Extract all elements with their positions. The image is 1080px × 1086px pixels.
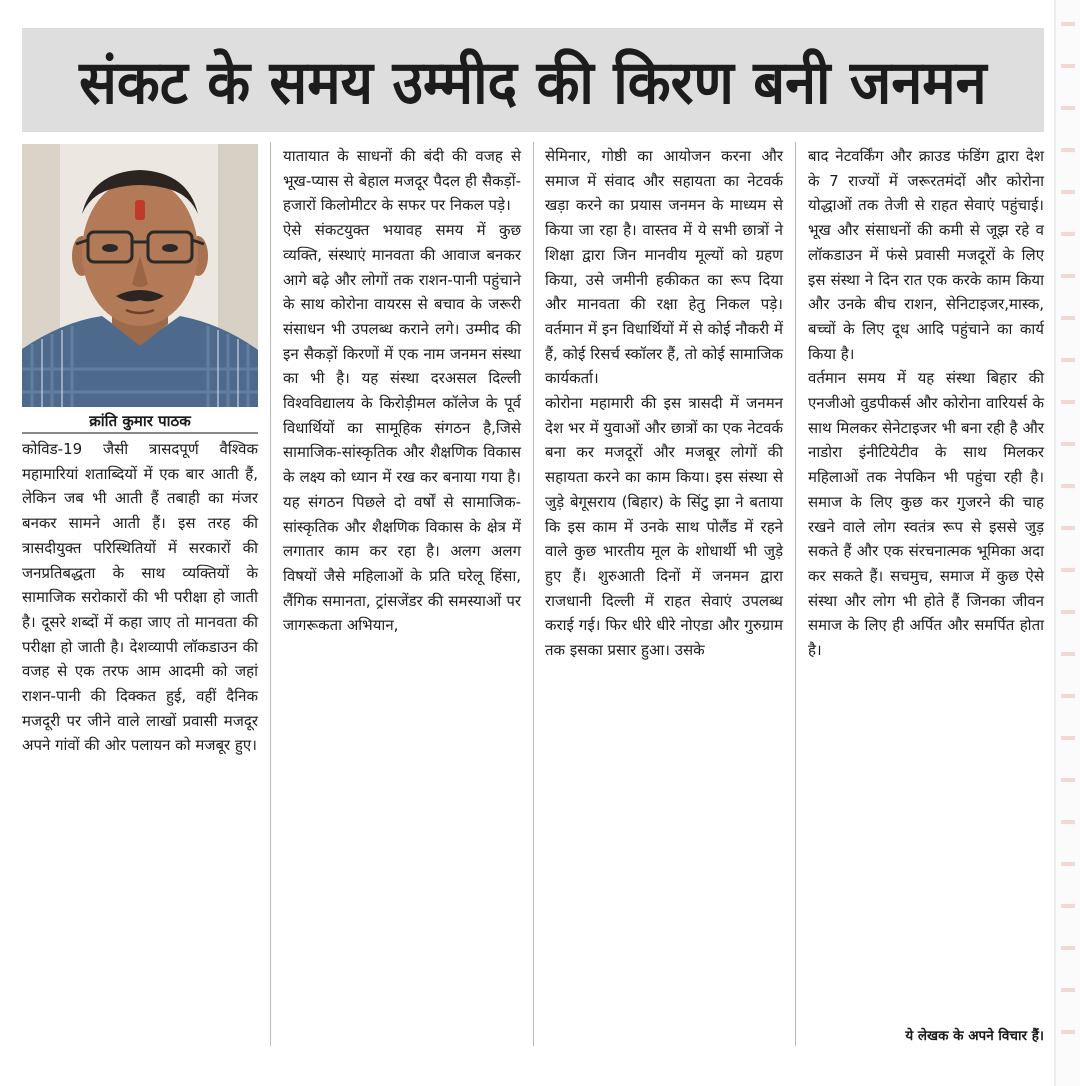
article-paragraph: कोरोना महामारी की इस त्रासदी में जनमन देश भर में युवाओं और छात्रों का एक नेटवर्क बना कर मजदूरों और मजबूर लोगों की सहायता करने का काम किया। इस संस्था से जुड़े बेगूसराय (बिहार) के सिंटु झा ने बताया कि इस काम में उनके साथ पोलैंड में रहने वाले कुछ भारतीय मूल के शोधार्थी भी जुड़े हुए हैं। शुरुआती दिनों में जनमन द्वारा राजधानी दिल्ली में राहत सेवाएं उपलब्ध कराई गई। फिर धीरे धीरे नोएडा और गुरुग्राम तक इसका प्रसार हुआ। उसके <box>545 394 783 660</box>
article-column-4 <box>808 144 1044 663</box>
article-paragraph: बाद नेटवर्किंग और क्राउड फंडिंग द्वारा देश के 7 राज्यों में जरूरतमंदों और कोरोना योद्धाओं तक तेजी से राहत सेवाएं पहुंचाई।भूख और संसाधनों की कमी से जूझ रहे व लॉकडाउन में फंसे प्रवासी मजदूरों के लिए इस संस्था ने दिन रात एक करके काम किया और उनके बीच राशन, सेनिटाइजर,मास्क, बच्चों के लिए दूध आदि पहुंचाने का कार्य किया है। <box>808 147 1044 363</box>
author-portrait-image <box>22 144 258 407</box>
article-paragraph: वर्तमान समय में यह संस्था बिहार की एनजीओ वुडपीकर्स और कोरोना वारियर्स के साथ मिलकर सेनेटाइजर भी बना रही है और नाडोरा इंनीटियेटीव के साथ मिलकर महिलाओं तक नेपकिन भी पहुंचा रही है। समाज के लिए कुछ कर गुजरने की चाह रखने वाले लोग स्वतंत्र रूप से इससे जुड़ सकते हैं और एक संरचनात्मक भूमिका अदा कर सकते हैं। सचमुच, समाज में कुछ ऐसे संस्था और लोग भी होते हैं जिनका जीवन समाज के लिए ही अर्पित और समर्पित होता है। <box>808 369 1044 660</box>
article-paragraph: सेमिनार, गोष्ठी का आयोजन करना और समाज में संवाद और सहायता का नेटवर्क खड़ा करने का प्रयास जनमन के माध्यम से किया जा रहा है। वास्तव में ये सभी छात्रों ने शिक्षा द्वारा जिन मानवीय मूल्यों को ग्रहण किया, उसे जमीनी हकीकत का रूप दिया और मानवता की रक्षा हेतु निकल पड़े। वर्तमान में इन विधार्थियों में से कोई नौकरी में हैं, कोई रिसर्च स्कॉलर हैं, तो कोई सामाजिक कार्यकर्ता। <box>545 147 783 388</box>
page-edge-strip <box>1054 0 1080 1086</box>
article-paragraph: ऐसे संकटयुक्त भयावह समय में कुछ व्यक्ति, संस्थाएं मानवता की आवाज बनकर आगे बढ़े और लोगों तक राशन-पानी पहुंचाने के साथ कोरोना वायरस से बचाव के जरूरी संसाधन भी उपलब्ध कराने लगे। उम्मीद की इन सैकड़ों किरणों में एक नाम जनमन संस्था का भी है। यह संस्था दरअसल दिल्ली विश्वविद्यालय के किरोड़ीमल कॉलेज के पूर्व विधार्थियों का सामूहिक संगठन है,जिसे सामाजिक-सांस्कृतिक और शैक्षणिक विकास के लक्ष्य को ध्यान में रख कर बनाया गया है। यह संगठन पिछले दो वर्षों से सामाजिक-सांस्कृतिक और शैक्षणिक विकास के क्षेत्र में लगातार काम कर रहा है। अलग अलग विषयों जैसे महिलाओं के प्रति घरेलू हिंसा, लैंगिक समानता, ट्रांसजेंडर की समस्याओं पर जागरूकता अभियान, <box>283 221 521 635</box>
column-divider <box>795 142 796 1046</box>
article-column-1 <box>22 437 258 758</box>
article-column-2 <box>283 144 521 638</box>
headline-band <box>22 28 1044 132</box>
disclaimer-note: ये लेखक के अपने विचार हैं। <box>905 1028 1044 1044</box>
headline: संकट के समय उम्मीद की किरण बनी जनमन <box>79 48 987 118</box>
author-photo <box>22 144 258 407</box>
column-divider <box>533 142 534 1046</box>
column-divider <box>270 142 271 1046</box>
article-column-3 <box>545 144 783 663</box>
article-paragraph: कोविड-19 जैसी त्रासदपूर्ण वैश्विक महामारियां शताब्दियों में एक बार आती हैं, लेकिन जब भी आती हैं तबाही का मंजर बनकर सामने आती हैं। इस तरह की त्रासदीयुक्त परिस्थितियों में सरकारों की जनप्रतिबद्धता के साथ व्यक्तियों के सामाजिक सरोकारों की भी परीक्षा हो जाती है। दूसरे शब्दों में कहा जाए तो मानवता की परीक्षा हो जाती है। देशव्यापी लॉकडाउन की वजह से एक तरफ आम आदमी को जहां राशन-पानी की दिक्कत हुई, वहीं दैनिक मजदूरी पर जीने वाले लाखों प्रवासी मजदूर अपने गांवों की ओर पलायन को मजबूर हुए। <box>22 440 258 755</box>
article-paragraph: यातायात के साधनों की बंदी की वजह से भूख-प्यास से बेहाल मजदूर पैदल ही सैकड़ों-हजारों किलोमीटर के सफर पर निकल पड़े। <box>283 147 521 215</box>
author-name: क्रांति कुमार पाठक <box>22 408 258 434</box>
